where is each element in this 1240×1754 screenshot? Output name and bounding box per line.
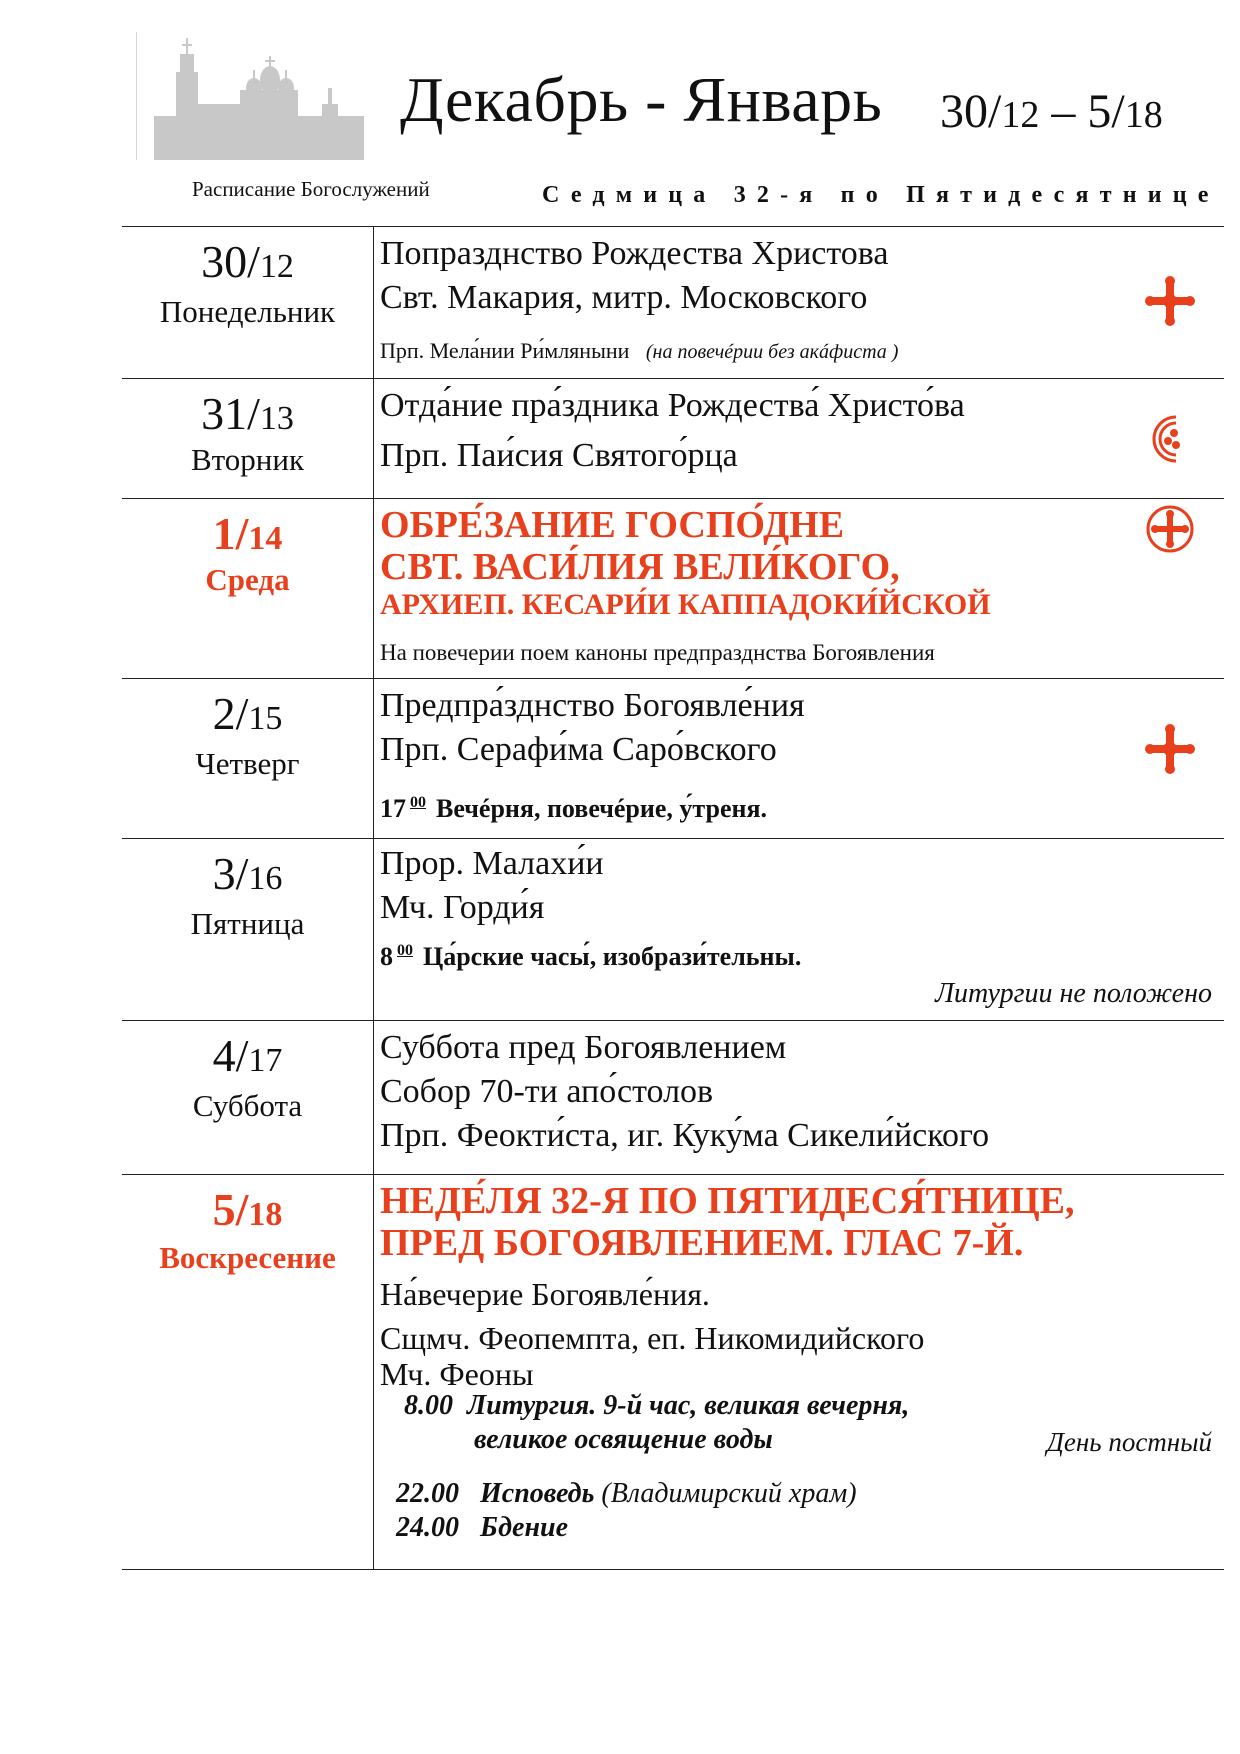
day-row-friday [122, 838, 1224, 1020]
circled-cross-icon [1144, 503, 1196, 555]
saint-line: Прп. Феокти́ста, иг. Куку́ма Сикели́йского [380, 1117, 990, 1154]
new-style-day: 18 [248, 1196, 283, 1233]
service-minutes: 00 [397, 942, 413, 959]
day-row-wednesday [122, 498, 1224, 678]
feast-line: ПРЕД БОГОЯВЛЕНИЕМ. ГЛАС 7-Й. [380, 1222, 1024, 1264]
red-cross-icon [1144, 723, 1196, 775]
page-title: Декабрь - Январь [400, 64, 883, 135]
day-number: 30/ [201, 236, 260, 287]
day-cell [122, 679, 374, 838]
saint-line: Прп. Паи́сия Святого́рца [380, 437, 738, 474]
feast-line: ОБРЕ́ЗАНИЕ ГОСПО́ДНЕ [380, 504, 845, 546]
day-content [380, 499, 1224, 678]
range-start-month: 12 [1001, 94, 1040, 136]
day-cell [122, 1021, 374, 1174]
saint-line: Собор 70-ти апо́столов [380, 1073, 714, 1110]
day-number: 2/ [212, 688, 249, 739]
schedule-item [474, 1423, 773, 1457]
day-note [380, 337, 898, 366]
day-date [122, 1183, 373, 1242]
day-row-sunday [122, 1174, 1224, 1570]
new-style-day: 17 [248, 1042, 283, 1079]
day-number: 1/ [212, 508, 249, 559]
new-style-day: 16 [248, 860, 283, 897]
saint-line: Мч. Феоны [380, 1356, 534, 1392]
schedule-item [396, 1511, 568, 1545]
semicircle-dots-icon [1144, 413, 1196, 465]
date-range [940, 82, 1163, 145]
schedule-time: 22.00 [396, 1478, 459, 1509]
schedule-text: Литургия. 9-й час, великая вечерня, [467, 1390, 910, 1421]
note-text: Прп. Мела́нии Ри́мляныни [380, 338, 630, 363]
day-date [122, 1029, 373, 1088]
schedule-text: Бдение [480, 1512, 568, 1543]
day-date [122, 847, 373, 906]
saint-line: Свт. Макария, митр. Московского [380, 279, 868, 316]
day-content [380, 227, 1224, 378]
saint-line: Мч. Горди́я [380, 889, 545, 926]
day-cell [122, 499, 374, 678]
day-number: 4/ [212, 1030, 249, 1081]
schedule-text: Исповедь [480, 1478, 595, 1509]
red-cross-icon [1144, 275, 1196, 327]
new-style-day: 13 [259, 400, 294, 437]
weekday: Пятница [190, 906, 305, 941]
new-style-day: 14 [248, 520, 283, 557]
day-content [380, 1175, 1224, 1569]
service-minutes: 00 [410, 794, 426, 811]
range-end-month: 18 [1124, 94, 1163, 136]
liturgy-note: Литургии не положено [935, 978, 1212, 1009]
church-silhouette-logo [136, 32, 374, 160]
week-subtitle: Седмица 32-я по Пятидесятнице [542, 182, 1220, 208]
day-cell [122, 379, 374, 498]
day-number: 5/ [212, 1184, 249, 1235]
day-row-tuesday [122, 378, 1224, 498]
service-hour: 17 [380, 794, 406, 823]
weekday: Среда [205, 562, 290, 597]
day-cell [122, 227, 374, 378]
service-text: Ца́рские часы́, изобрази́тельны. [423, 942, 802, 971]
day-date [122, 687, 373, 746]
range-end-day: 5/ [1087, 85, 1125, 138]
day-row-monday [122, 226, 1224, 378]
schedule-location: (Владимирский храм) [601, 1478, 857, 1509]
schedule-item [396, 1477, 857, 1511]
weekday: Воскресение [159, 1240, 336, 1275]
day-number: 3/ [212, 848, 249, 899]
feast-line: Попразднство Рождества Христова [380, 235, 889, 272]
feast-line: НЕДЕ́ЛЯ 32-Я ПО ПЯТИДЕСЯ́ТНИЦЕ, [380, 1180, 1075, 1222]
range-separator: – [1039, 85, 1088, 138]
feast-line: Предпра́зднство Богоявле́ния [380, 687, 805, 724]
new-style-day: 12 [259, 248, 294, 285]
saint-line: Сщмч. Феопемпта, еп. Никомидийского [380, 1320, 925, 1356]
range-start-day: 30/ [940, 85, 1002, 138]
new-style-day: 15 [248, 700, 283, 737]
feast-eve-line: На́вечерие Богоявле́ния. [380, 1276, 710, 1312]
day-date [122, 235, 373, 294]
weekday: Суббота [192, 1088, 303, 1123]
day-date [122, 507, 373, 566]
schedule-text: великое освящение воды [474, 1424, 773, 1455]
weekday: Вторник [190, 442, 305, 477]
schedule-item [404, 1389, 909, 1423]
service-time [380, 787, 767, 825]
weekday: Четверг [195, 746, 300, 781]
day-number: 31/ [201, 388, 260, 439]
service-hour: 8 [380, 942, 393, 971]
day-content [380, 1021, 1224, 1174]
day-row-thursday [122, 678, 1224, 838]
service-text: Вечéрня, повечéрие, у́треня. [436, 794, 768, 823]
day-content [380, 379, 1224, 498]
day-note: На повечерии поем каноны предпразднства Богоявления [380, 640, 935, 665]
note-italic: (на повечéрии без акáфиста ) [645, 341, 899, 363]
day-row-saturday [122, 1020, 1224, 1174]
day-cell [122, 1175, 374, 1569]
saint-line: СВТ. ВАСИ́ЛИЯ ВЕЛИ́КОГО, [380, 546, 900, 588]
feast-line: Отда́ние пра́здника Рождества́ Христо́ва [380, 387, 965, 424]
feast-line: Суббота пред Богоявлением [380, 1029, 787, 1066]
schedule-time: 24.00 [396, 1512, 459, 1543]
fast-day-note: День постный [1046, 1427, 1212, 1457]
day-content [380, 679, 1224, 838]
saint-line: Прор. Малахи́и [380, 845, 604, 882]
service-time [380, 935, 801, 973]
saint-line: Прп. Серафи́ма Саро́вского [380, 731, 777, 768]
schedule-subtitle: Расписание Богослужений [192, 177, 430, 201]
day-date [122, 387, 373, 446]
weekday: Понедельник [159, 294, 336, 329]
day-cell [122, 839, 374, 1020]
saint-title-line: АРХИЕП. КЕСАРИ́И КАППАДОКИ́ЙСКОЙ [380, 588, 991, 621]
schedule-time: 8.00 [404, 1390, 453, 1421]
